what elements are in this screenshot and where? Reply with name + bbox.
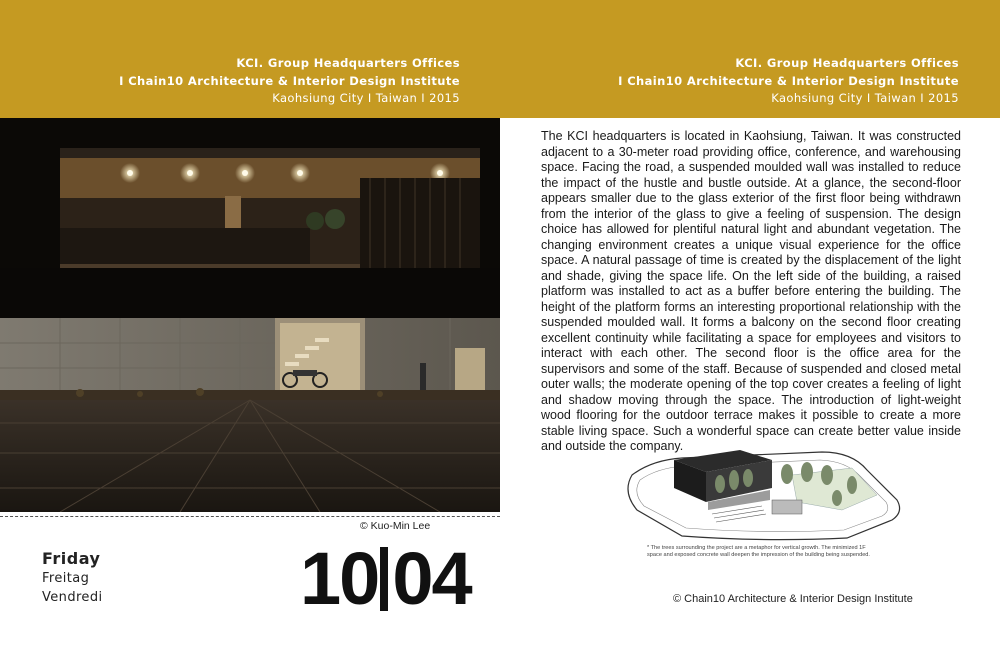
project-location: Kaohsiung City I Taiwan I 2015 [771,91,959,105]
photo-credit: © Kuo-Min Lee [360,520,431,532]
header-left [20,55,460,108]
calendar-date [300,537,471,620]
weekday-german: Freitag [42,571,90,586]
project-description: The KCI headquarters is located in Kaohsiung, Taiwan. It was constructed adjacent to a 30-meter road providing office, conference, and warehousing space. Facing the road, a suspended moulded wall was installed to reduce the impact of the hustle and bustle outside. At a glance, the second-floor appears smaller due to the glass exterior of the first floor being withdrawn from the interior of the glass to give a feeling of suspension. The design choice has allowed for plentiful natural light and abundant vegetation. The changing environment creates a unique visual experience for the office space. A natural passage of time is created by the displacement of the light and shade, giving the space life. On the left side of the building, a raised platform was installed to act as a buffer before entering the building. The height of the platform forms an interesting proportional relationship with the suspended moulded wall. It forms a balcony on the second floor creating excellent continuity while facilitating a space for employees and visitors to interact with each other. The second floor is the office area for the supervisors and some of the staff. Because of suspended and closed metal outer walls; the moderate opening of the top cover creates a feeling of light and shadow moving through the space. The introduction of light-weight wood flooring for the outdoor terrace makes it possible to create a more stable living space. Such a wonderful space can create better value inside and outside the company. [541,129,961,453]
site-axonometric-diagram [612,430,912,545]
project-title: KCI. Group Headquarters Offices [236,56,460,70]
date-separator [380,547,388,611]
weekday-english: Friday [42,549,101,568]
header-right [519,55,959,108]
design-credit: © Chain10 Architecture & Interior Design Institute [673,593,913,605]
diagram-footnote: * The trees surrounding the project are a metaphor for vertical growth. The minimized 1F space and exposed concrete wall deepen the impression of the building being suspended. [647,545,870,558]
date-day: 04 [392,537,471,620]
architect-name: I Chain10 Architecture & Interior Design Institute [618,73,959,88]
weekday-french: Vendredi [42,590,103,605]
project-location: Kaohsiung City I Taiwan I 2015 [272,91,460,105]
building-night-photo [0,118,500,512]
photo-divider [0,516,500,517]
project-title: KCI. Group Headquarters Offices [735,56,959,70]
weekday-block [42,548,103,607]
architect-name: I Chain10 Architecture & Interior Design Institute [119,73,460,88]
date-month: 10 [300,537,379,620]
